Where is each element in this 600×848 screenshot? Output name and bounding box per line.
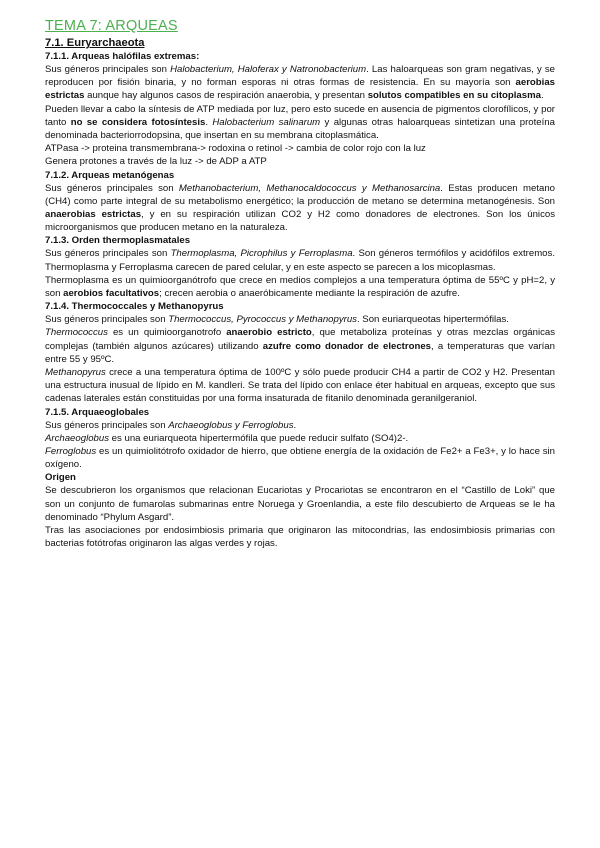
paragraph: Sus géneros principales son Halobacterium, Haloferax y Natronobacterium. Las haloarqueas son gram negativas, y se reproducen por fisión binaria, y no forman esporas ni otras formas de resistencia. En su mayoría son aerobias estrictas aunque hay algunos casos de respiración anaerobia, y presentan solutos compatibles en su citoplasma. (45, 64, 556, 102)
subsection-heading-halofilas: 7.1.1. Arqueas halófilas extremas: (45, 51, 200, 62)
section-heading: 7.1. Euryarchaeota (45, 37, 145, 49)
paragraph: Pueden llevar a cabo la síntesis de ATP mediada por luz, pero esto sucede en ausencia de pigmentos clorofílicos, y por tanto no se considera fotosíntesis. Halobacterium salinarum y algunas otras haloarqueas sintetizan una proteína denominada bacteriorrodopsina, que insertan en su membrana citoplasmática. (45, 103, 555, 142)
page-title: TEMA 7: ARQUEAS (45, 18, 178, 34)
paragraph: Sus géneros principales son Archaeoglobus y Ferroglobus. (45, 419, 297, 431)
subsection-heading-thermoplasmatales: 7.1.3. Orden thermoplasmatales (45, 235, 191, 247)
paragraph: Sus géneros principales son Methanobacterium, Methanocaldococcus y Methanosarcina. Estas producen metano (CH4) como parte integral de su metabolismo energético; la producción de metano se determina metanogénesis. Son anaerobias estrictas, y en su respiración utilizan CO2 y H2 como donadores de electrones. Son los únicos microorganismos que producen metano en la naturaleza. (45, 182, 555, 234)
paragraph: ATPasa -> proteina transmembrana-> rodoxina o retinol -> cambia de color rojo con la luz (45, 143, 426, 155)
paragraph: Tras las asociaciones por endosimbiosis primaria que originaron las mitocondrias, las endosimbiosis primarias con bacterias fotótrofas originaron las algas verdes y rojas. (45, 525, 555, 550)
subsection-heading-origen: Origen (45, 472, 76, 484)
subsection-heading-arquaeoglobales: 7.1.5. Arquaeoglobales (45, 406, 150, 418)
paragraph: Thermococcus es un quimioorganotrofo anaerobio estricto, que metaboliza proteínas y otras mezclas orgánicas complejas (también algunos azúcares) utilizando azufre como donador de electrones, a temperaturas que varían entre 55 y 95ºC. (45, 327, 556, 365)
paragraph: Genera protones a través de la luz -> de ADP a ATP (45, 156, 267, 168)
paragraph: Thermoplasma es un quimioorganótrofo que crece en medios complejos a una temperatura óptima de 55ºC y pH=2, y son aerobios facultativos; crecen aerobia o anaeróbicamente mediante la respiración de azufre. (45, 274, 555, 300)
paragraph: Se descubrieron los organismos que relacionan Eucariotas y Procariotas se encontraron en el “Castillo de Loki” que son un conjunto de fumarolas submarinas entre Noruega y Groenlandia, a este filo descubierto de Arqueas se le ha denominado “Phylum Asgard”. (45, 485, 555, 523)
paragraph: Sus géneros principales son Thermoplasma, Picrophilus y Ferroplasma. Son géneros termófilos y acidófilos extremos. Thermoplasma y Ferroplasma carecen de pared celular, y en este aspecto se parecen a los micoplasmas. (45, 248, 555, 273)
paragraph: Sus géneros principales son Thermococcus, Pyrococcus y Methanopyrus. Son euriarqueotas hipertermófilas. (45, 314, 509, 326)
paragraph: Methanopyrus crece a una temperatura óptima de 100ºC y sólo puede producir CH4 a partir de CO2 y H2. Presentan una estructura inusual de lípido en M. kandleri. Se trata del lípido con enlace éter habitual en arqueas, excepto que sus cadenas laterales están constituidas por una forma insaturada de fitanilo denominada geranilgeraniol. (45, 367, 555, 405)
subsection-heading-thermococcales: 7.1.4. Thermococcales y Methanopyrus (45, 301, 224, 313)
paragraph: Ferroglobus es un quimiolitótrofo oxidador de hierro, que obtiene energía de la oxidación de Fe2+ a Fe3+, y lo hace sin oxígeno. (45, 446, 555, 471)
subsection-heading-metanogenas: 7.1.2. Arqueas metanógenas (45, 169, 175, 181)
paragraph: Archaeoglobus es una euriarqueota hipertermófila que puede reducir sulfato (SO4)2-. (45, 432, 409, 444)
